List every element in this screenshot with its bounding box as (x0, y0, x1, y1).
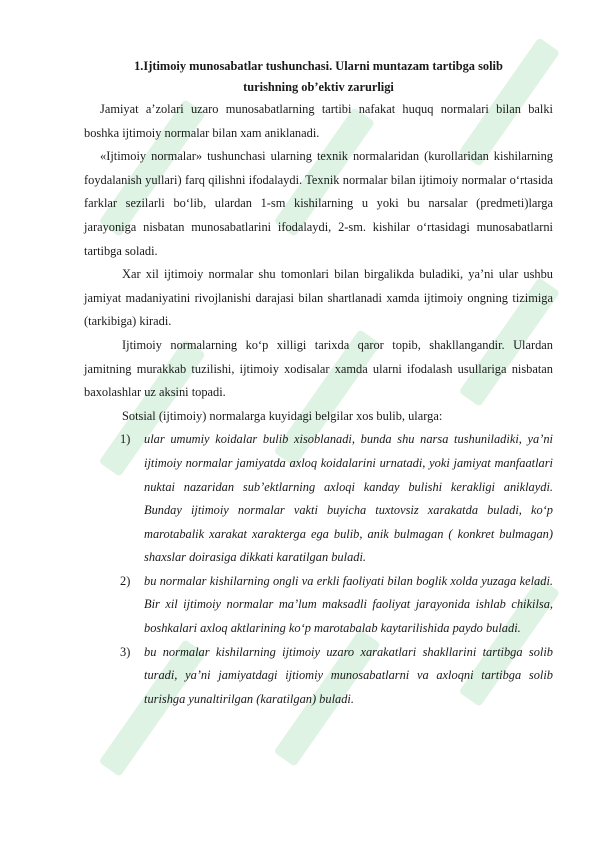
list-item-text: bu normalar kishilarning ijtimoiy uzaro xarakatlari shakllarini tartibga solib turadi, ya’ni jamiyatdagi ijtiomiy munosabatlarni va axloqni tartibga solib turishga yunaltirilgan (karatilgan) buladi. (144, 644, 553, 706)
document-body (84, 56, 553, 711)
paragraph-4: Ijtimoiy normalarning ko‘p xilligi tarixda qaror topib, shakllangandir. Ulardan jamitning murakkab tuzilishi, ijtimoiy xodisalar xamda ularni ifodalash usullariga nisbatan baxolashlar uz aksini topadi. (84, 337, 553, 400)
list-item (84, 428, 553, 570)
list-item (84, 641, 553, 712)
heading-line-2: turishning ob’ektiv zarurligi (243, 80, 394, 94)
list-item-text: ular umumiy koidalar bulib xisoblanadi, bunda shu narsa tushuniladiki, ya’ni ijtimoiy normalar jamiyatda axloq koidalarini urnatadi, yoki jamiyat manfaatlari nuktai nazaridan sub’ektlarning axloqi kanday bulishi kerakligi aniklaydi. Bunday ijtimoiy normalar vakti buyicha tuxtovsiz xarakatda buladi, ko‘p marotabalik xarakat xarakterga ega bulib, anik bulmagan ( konkret bulmagan) shaxslar doirasiga dikkati karatilgan buladi. (144, 432, 553, 565)
heading-line-1: 1.Ijtimoiy munosabatlar tushunchasi. Ularni muntazam tartibga solib (134, 59, 503, 73)
paragraph-3: Xar xil ijtimoiy normalar shu tomonlari bilan birgalikda buladiki, ya’ni ular ushbu jamiyat madaniyatini rivojlanishi darajasi bilan shartlanadi xamda ijtimoiy ongning tizimiga (tarkibiga) kiradi. (84, 267, 553, 329)
heading (84, 56, 553, 98)
paragraph-5: Sotsial (ijtimoiy) normalarga kuyidagi belgilar xos bulib, ularga: (122, 408, 443, 423)
paragraph-1: Jamiyat a’zolari uzaro munosabatlarning tartibi nafakat huquq normalari bilan balki boshka ijtimoiy normalar bilan xam aniklanadi. (84, 102, 553, 140)
list-item-number: 1) (120, 432, 131, 447)
list-item-number: 2) (120, 573, 131, 588)
list-item (84, 570, 553, 641)
norms-list (84, 428, 553, 711)
list-item-number: 3) (120, 644, 131, 659)
list-item-text: bu normalar kishilarning ongli va erkli faoliyati bilan boglik xolda yuzaga keladi. Bir xil ijtimoiy normalar ma’lum maksadli faoliyat jarayonida ishlab chikilsa, boshkalari axloq aktlarining ko‘p marotabalab kaytarilishida paydo buladi. (144, 573, 553, 636)
paragraph-2: «Ijtimoiy normalar» tushunchasi ularning texnik normalaridan (kurollaridan kishilarning foydalanish yullari) farq qilishni ifodalaydi. Texnik normalar bilan ijtimoiy normalar o‘rtasida farklar sezilarli bo‘lib, ulardan 1-sm kishilarning u yoki bu narsalar (predmeti)larga jarayoniga nisbatan munosabatlarini ifodalaydi, 2-sm. kishilar o‘rtasidagi munosabatlarni tartibga soladi. (84, 149, 553, 258)
